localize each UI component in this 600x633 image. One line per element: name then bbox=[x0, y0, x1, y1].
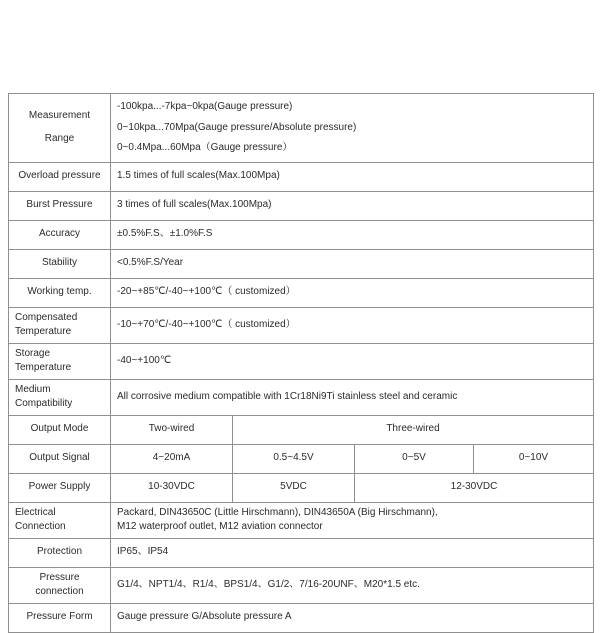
row-label-accuracy: Accuracy bbox=[9, 220, 111, 249]
row-value-electrical-connection bbox=[111, 502, 594, 538]
label-line: Compensated bbox=[15, 311, 78, 323]
cell-power-supply-1: 10-30VDC bbox=[111, 473, 233, 502]
row-value-protection: IP65、IP54 bbox=[111, 538, 594, 567]
label-line: Temperature bbox=[15, 362, 72, 373]
table-row bbox=[9, 307, 594, 343]
row-value-burst-pressure: 3 times of full scales(Max.100Mpa) bbox=[111, 191, 594, 220]
value-line: -100kpa...-7kpa~0kpa(Gauge pressure) bbox=[117, 101, 293, 112]
table-row bbox=[9, 444, 594, 473]
label-line: Medium bbox=[15, 383, 51, 395]
row-label-storage-temperature bbox=[9, 343, 111, 379]
row-label-protection: Protection bbox=[9, 538, 111, 567]
row-label-electrical-connection bbox=[9, 502, 111, 538]
table-row bbox=[9, 278, 594, 307]
value-line: Packard, DIN43650C (Little Hirschmann), DIN43650A (Big Hirschmann), bbox=[117, 506, 438, 518]
table-row bbox=[9, 502, 594, 538]
row-value-medium-compatibility: All corrosive medium compatible with 1Cr18Ni9Ti stainless steel and ceramic bbox=[111, 379, 594, 415]
row-label-compensated-temperature bbox=[9, 307, 111, 343]
row-label-overload-pressure: Overload pressure bbox=[9, 162, 111, 191]
cell-output-signal-4: 0~10V bbox=[474, 444, 594, 473]
table-row bbox=[9, 191, 594, 220]
cell-output-signal-2: 0.5~4.5V bbox=[233, 444, 355, 473]
row-value-accuracy: ±0.5%F.S、±1.0%F.S bbox=[111, 220, 594, 249]
row-value-measurement-range bbox=[111, 94, 594, 163]
row-value-pressure-connection: G1/4、NPT1/4、R1/4、BPS1/4、G1/2、7/16-20UNF、M20*1.5 etc. bbox=[111, 567, 594, 603]
table-row bbox=[9, 379, 594, 415]
label-line: Storage bbox=[15, 347, 51, 359]
row-value-working-temp: -20~+85℃/-40~+100℃（ customized） bbox=[111, 278, 594, 307]
label-line: Compatibility bbox=[15, 398, 73, 409]
table-row bbox=[9, 249, 594, 278]
row-value-pressure-form: Gauge pressure G/Absolute pressure A bbox=[111, 603, 594, 632]
table-row bbox=[9, 473, 594, 502]
row-label-output-mode: Output Mode bbox=[9, 415, 111, 444]
row-value-compensated-temperature: -10~+70℃/-40~+100℃（ customized） bbox=[111, 307, 594, 343]
row-value-stability: <0.5%F.S/Year bbox=[111, 249, 594, 278]
row-label-stability: Stability bbox=[9, 249, 111, 278]
cell-power-supply-2: 5VDC bbox=[233, 473, 355, 502]
table-row bbox=[9, 415, 594, 444]
row-label-pressure-form: Pressure Form bbox=[9, 603, 111, 632]
cell-two-wired: Two-wired bbox=[111, 415, 233, 444]
table-row bbox=[9, 162, 594, 191]
cell-output-signal-1: 4~20mA bbox=[111, 444, 233, 473]
table-row bbox=[9, 343, 594, 379]
table-row bbox=[9, 94, 594, 163]
row-label-output-signal: Output Signal bbox=[9, 444, 111, 473]
row-value-storage-temperature: -40~+100℃ bbox=[111, 343, 594, 379]
specification-table-container bbox=[8, 93, 593, 633]
row-label-pressure-connection: Pressure connection bbox=[9, 567, 111, 603]
label-line: Temperature bbox=[15, 326, 72, 337]
row-label-burst-pressure: Burst Pressure bbox=[9, 191, 111, 220]
row-label-medium-compatibility bbox=[9, 379, 111, 415]
cell-power-supply-3: 12-30VDC bbox=[355, 473, 594, 502]
cell-output-signal-3: 0~5V bbox=[355, 444, 474, 473]
value-line: 0~0.4Mpa...60Mpa（Gauge pressure） bbox=[117, 142, 293, 153]
table-row bbox=[9, 567, 594, 603]
label-line: Electrical bbox=[15, 506, 56, 518]
table-row bbox=[9, 603, 594, 632]
specification-table bbox=[8, 93, 594, 633]
table-row bbox=[9, 538, 594, 567]
table-row bbox=[9, 220, 594, 249]
cell-three-wired: Three-wired bbox=[233, 415, 594, 444]
row-label-working-temp: Working temp. bbox=[9, 278, 111, 307]
label-line: Measurement bbox=[28, 110, 91, 122]
value-line: 0~10kpa...70Mpa(Gauge pressure/Absolute pressure) bbox=[117, 121, 357, 133]
row-label-measurement-range bbox=[9, 94, 111, 163]
row-label-power-supply: Power Supply bbox=[9, 473, 111, 502]
label-line: Connection bbox=[15, 521, 66, 532]
value-line: M12 waterproof outlet, M12 aviation connector bbox=[117, 521, 323, 532]
label-line: Range bbox=[44, 132, 75, 144]
row-value-overload-pressure: 1.5 times of full scales(Max.100Mpa) bbox=[111, 162, 594, 191]
